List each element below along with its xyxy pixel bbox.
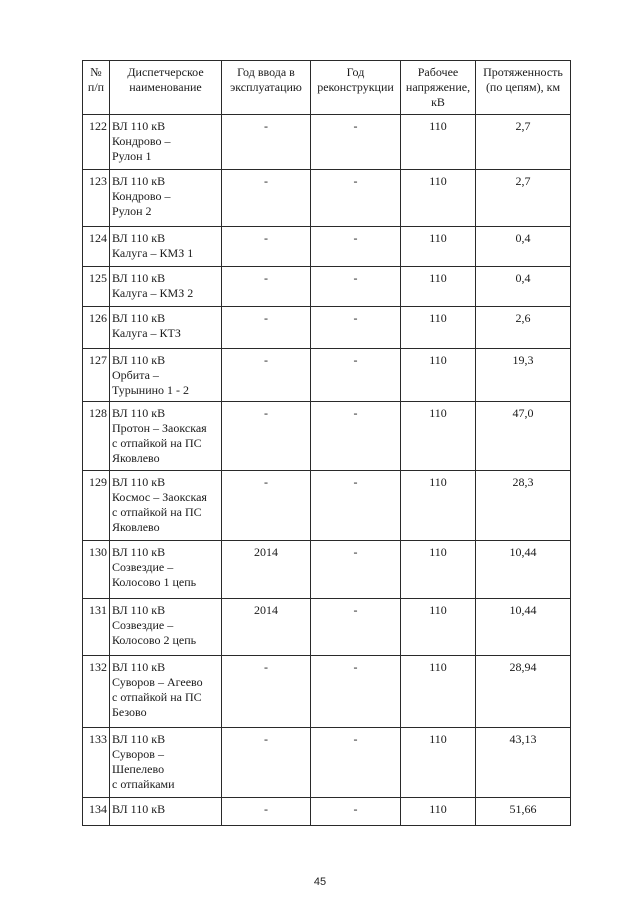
- table-body: [83, 115, 571, 826]
- commission-year: -: [222, 402, 311, 471]
- table-row: [83, 656, 571, 728]
- line-name: [110, 267, 222, 307]
- circuit-length: 0,4: [476, 267, 571, 307]
- circuit-length: 51,66: [476, 798, 571, 826]
- reconstruction-year: -: [311, 728, 401, 798]
- table-row: [83, 798, 571, 826]
- commission-year: -: [222, 307, 311, 349]
- reconstruction-year: -: [311, 170, 401, 227]
- table-header-row: [83, 61, 571, 115]
- line-name-part: Безово: [112, 705, 147, 719]
- header-year-in: Год ввода в эксплуатацию: [222, 61, 311, 115]
- circuit-length: 19,3: [476, 349, 571, 402]
- line-name: [110, 798, 222, 826]
- row-number: 126: [83, 307, 110, 349]
- reconstruction-year: -: [311, 656, 401, 728]
- row-number: 132: [83, 656, 110, 728]
- reconstruction-year: -: [311, 307, 401, 349]
- header-num: № п/п: [83, 61, 110, 115]
- line-name: [110, 115, 222, 170]
- line-name: [110, 227, 222, 267]
- commission-year: -: [222, 227, 311, 267]
- header-length: Протяженность (по цепям), км: [476, 61, 571, 115]
- operating-voltage: 110: [401, 115, 476, 170]
- row-number: 122: [83, 115, 110, 170]
- operating-voltage: 110: [401, 349, 476, 402]
- line-name-part: Яковлево: [112, 520, 160, 534]
- line-name: [110, 170, 222, 227]
- commission-year: -: [222, 798, 311, 826]
- line-name-part: Калуга – КТЗ: [112, 326, 181, 340]
- line-name-part: Колосово 2 цепь: [112, 633, 197, 647]
- reconstruction-year: -: [311, 349, 401, 402]
- line-name-part: с отпайками: [112, 777, 175, 791]
- line-name-part: Турынино 1 - 2: [112, 383, 190, 397]
- line-name-part: с отпайкой на ПС: [112, 436, 202, 450]
- circuit-length: 28,3: [476, 471, 571, 541]
- line-name: [110, 402, 222, 471]
- table-row: [83, 227, 571, 267]
- operating-voltage: 110: [401, 227, 476, 267]
- line-name-part: Кондрово –: [112, 134, 171, 148]
- row-number: 131: [83, 599, 110, 656]
- line-name-part: Созвездие –: [112, 560, 174, 574]
- commission-year: 2014: [222, 541, 311, 599]
- commission-year: 2014: [222, 599, 311, 656]
- reconstruction-year: -: [311, 402, 401, 471]
- line-name-part: ВЛ 110 кВ: [112, 475, 166, 489]
- row-number: 133: [83, 728, 110, 798]
- row-number: 129: [83, 471, 110, 541]
- operating-voltage: 110: [401, 402, 476, 471]
- reconstruction-year: -: [311, 798, 401, 826]
- table-row: [83, 541, 571, 599]
- line-name: [110, 541, 222, 599]
- circuit-length: 47,0: [476, 402, 571, 471]
- line-name-part: Кондрово –: [112, 189, 171, 203]
- reconstruction-year: -: [311, 115, 401, 170]
- line-name-part: ВЛ 110 кВ: [112, 603, 166, 617]
- line-name-part: Суворов –: [112, 747, 164, 761]
- table-row: [83, 170, 571, 227]
- line-name: [110, 307, 222, 349]
- commission-year: -: [222, 170, 311, 227]
- table-row: [83, 728, 571, 798]
- operating-voltage: 110: [401, 599, 476, 656]
- line-name-part: ВЛ 110 кВ: [112, 660, 166, 674]
- operating-voltage: 110: [401, 471, 476, 541]
- line-name-part: Созвездие –: [112, 618, 174, 632]
- table-row: [83, 267, 571, 307]
- line-name-part: с отпайкой на ПС: [112, 505, 202, 519]
- row-number: 128: [83, 402, 110, 471]
- line-name-part: ВЛ 110 кВ: [112, 231, 166, 245]
- operating-voltage: 110: [401, 798, 476, 826]
- line-name: [110, 599, 222, 656]
- operating-voltage: 110: [401, 728, 476, 798]
- power-lines-table: [82, 60, 571, 826]
- circuit-length: 2,6: [476, 307, 571, 349]
- line-name-part: Рулон 2: [112, 204, 152, 218]
- line-name-part: ВЛ 110 кВ: [112, 732, 166, 746]
- line-name-part: с отпайкой на ПС: [112, 690, 202, 704]
- commission-year: -: [222, 656, 311, 728]
- reconstruction-year: -: [311, 471, 401, 541]
- line-name-part: ВЛ 110 кВ: [112, 311, 166, 325]
- circuit-length: 2,7: [476, 170, 571, 227]
- line-name-part: ВЛ 110 кВ: [112, 119, 166, 133]
- line-name-part: Суворов – Агеево: [112, 675, 203, 689]
- header-voltage: Рабочее напряжение, кВ: [401, 61, 476, 115]
- reconstruction-year: -: [311, 599, 401, 656]
- circuit-length: 10,44: [476, 599, 571, 656]
- operating-voltage: 110: [401, 170, 476, 227]
- line-name-part: ВЛ 110 кВ: [112, 406, 166, 420]
- reconstruction-year: -: [311, 267, 401, 307]
- row-number: 125: [83, 267, 110, 307]
- table-row: [83, 471, 571, 541]
- table-row: [83, 402, 571, 471]
- row-number: 134: [83, 798, 110, 826]
- line-name-part: Протон – Заокская: [112, 421, 207, 435]
- row-number: 130: [83, 541, 110, 599]
- line-name: [110, 728, 222, 798]
- table-row: [83, 115, 571, 170]
- line-name: [110, 471, 222, 541]
- line-name-part: ВЛ 110 кВ: [112, 271, 166, 285]
- line-name: [110, 349, 222, 402]
- circuit-length: 28,94: [476, 656, 571, 728]
- commission-year: -: [222, 728, 311, 798]
- commission-year: -: [222, 471, 311, 541]
- commission-year: -: [222, 349, 311, 402]
- operating-voltage: 110: [401, 656, 476, 728]
- circuit-length: 10,44: [476, 541, 571, 599]
- line-name-part: ВЛ 110 кВ: [112, 174, 166, 188]
- reconstruction-year: -: [311, 541, 401, 599]
- line-name: [110, 656, 222, 728]
- circuit-length: 43,13: [476, 728, 571, 798]
- line-name-part: Яковлево: [112, 451, 160, 465]
- commission-year: -: [222, 267, 311, 307]
- line-name-part: ВЛ 110 кВ: [112, 802, 166, 816]
- operating-voltage: 110: [401, 541, 476, 599]
- row-number: 127: [83, 349, 110, 402]
- circuit-length: 2,7: [476, 115, 571, 170]
- circuit-length: 0,4: [476, 227, 571, 267]
- header-name: Диспетчерское наименование: [110, 61, 222, 115]
- operating-voltage: 110: [401, 307, 476, 349]
- line-name-part: Космос – Заокская: [112, 490, 207, 504]
- reconstruction-year: -: [311, 227, 401, 267]
- operating-voltage: 110: [401, 267, 476, 307]
- table-row: [83, 599, 571, 656]
- line-name-part: Орбита –: [112, 368, 159, 382]
- table-row: [83, 349, 571, 402]
- line-name-part: ВЛ 110 кВ: [112, 545, 166, 559]
- line-name-part: Калуга – КМЗ 2: [112, 286, 194, 300]
- row-number: 124: [83, 227, 110, 267]
- line-name-part: Рулон 1: [112, 149, 152, 163]
- line-name-part: Колосово 1 цепь: [112, 575, 197, 589]
- commission-year: -: [222, 115, 311, 170]
- line-name-part: Калуга – КМЗ 1: [112, 246, 194, 260]
- row-number: 123: [83, 170, 110, 227]
- table-row: [83, 307, 571, 349]
- line-name-part: Шепелево: [112, 762, 165, 776]
- line-name-part: ВЛ 110 кВ: [112, 353, 166, 367]
- page-number: 45: [313, 876, 327, 888]
- header-year-rec: Год реконструкции: [311, 61, 401, 115]
